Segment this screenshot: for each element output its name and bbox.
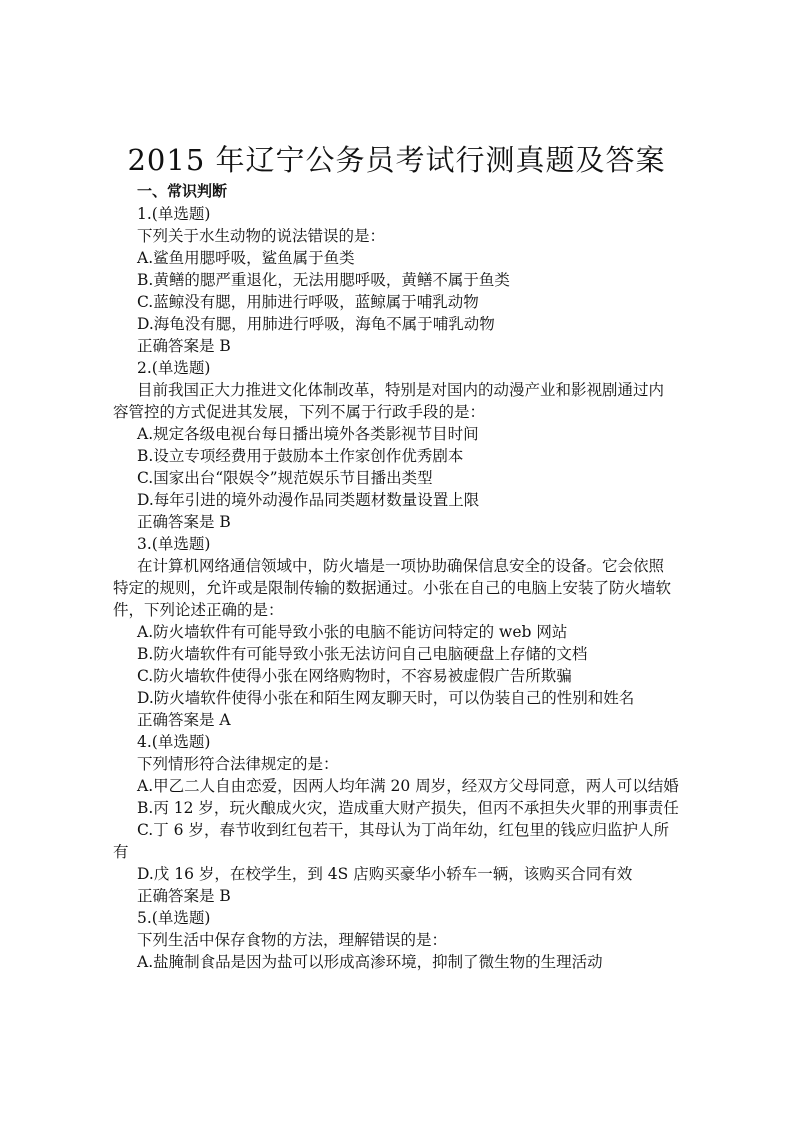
option-c: C.防火墙软件使得小张在网络购物时，不容易被虚假广告所欺骗 bbox=[137, 667, 572, 685]
option-a: A.甲乙二人自由恋爱，因两人均年满 20 周岁，经双方父母同意，两人可以结婚 bbox=[137, 777, 679, 795]
document-body bbox=[113, 203, 703, 973]
question-number: 5.(单选题) bbox=[137, 909, 211, 927]
option-d: D.每年引进的境外动漫作品同类题材数量设置上限 bbox=[137, 491, 480, 509]
option-d: D.防火墙软件使得小张在和陌生网友聊天时，可以伪装自己的性别和姓名 bbox=[137, 689, 635, 707]
option-d: D.戊 16 岁，在校学生，到 4S 店购买豪华小轿车一辆，该购买合同有效 bbox=[137, 865, 633, 883]
question-stem: 下列关于水生动物的说法错误的是： bbox=[137, 227, 386, 245]
option-a: A.盐腌制食品是因为盐可以形成高渗环境，抑制了微生物的生理活动 bbox=[137, 953, 603, 971]
document-title: 2015 年辽宁公务员考试行测真题及答案 bbox=[127, 143, 666, 177]
option-c-continuation: 有 bbox=[113, 843, 129, 861]
option-b: B.防火墙软件有可能导致小张无法访问自己电脑硬盘上存储的文档 bbox=[137, 645, 588, 663]
option-d: D.海龟没有腮，用肺进行呼吸，海龟不属于哺乳动物 bbox=[137, 315, 495, 333]
question-stem-line: 容管控的方式促进其发展，下列不属于行政手段的是： bbox=[113, 403, 486, 421]
answer-line: 正确答案是 B bbox=[137, 337, 231, 355]
option-a: A.鲨鱼用腮呼吸，鲨鱼属于鱼类 bbox=[137, 249, 355, 267]
option-a: A.规定各级电视台每日播出境外各类影视节目时间 bbox=[137, 425, 479, 443]
option-b: B.丙 12 岁，玩火酿成火灾，造成重大财产损失，但丙不承担失火罪的刑事责任 bbox=[137, 799, 679, 817]
question-number: 3.(单选题) bbox=[137, 535, 211, 553]
question-stem: 下列情形符合法律规定的是： bbox=[137, 755, 339, 773]
question-stem-line: 特定的规则，允许或是限制传输的数据通过。小张在自己的电脑上安装了防火墙软 bbox=[113, 579, 672, 597]
section-heading: 一、常识判断 bbox=[137, 182, 228, 200]
option-c: C.蓝鲸没有腮，用肺进行呼吸，蓝鲸属于哺乳动物 bbox=[137, 293, 479, 311]
answer-line: 正确答案是 B bbox=[137, 513, 231, 531]
question-number: 1.(单选题) bbox=[137, 205, 211, 223]
question-stem-line: 件，下列论述正确的是： bbox=[113, 601, 284, 619]
question-number: 4.(单选题) bbox=[137, 733, 211, 751]
option-b: B.设立专项经费用于鼓励本土作家创作优秀剧本 bbox=[137, 447, 464, 465]
option-c: C.丁 6 岁，春节收到红包若干，其母认为丁尚年幼，红包里的钱应归监护人所 bbox=[137, 821, 669, 839]
answer-line: 正确答案是 A bbox=[137, 711, 231, 729]
question-number: 2.(单选题) bbox=[137, 359, 211, 377]
answer-line: 正确答案是 B bbox=[137, 887, 231, 905]
option-b: B.黄鳝的腮严重退化，无法用腮呼吸，黄鳝不属于鱼类 bbox=[137, 271, 510, 289]
question-stem-line: 在计算机网络通信领域中，防火墙是一项协助确保信息安全的设备。它会依照 bbox=[137, 557, 665, 575]
option-a: A.防火墙软件有可能导致小张的电脑不能访问特定的 web 网站 bbox=[137, 623, 568, 641]
question-stem-line: 目前我国正大力推进文化体制改革，特别是对国内的动漫产业和影视剧通过内 bbox=[137, 381, 665, 399]
option-c: C.国家出台“限娱令”规范娱乐节目播出类型 bbox=[137, 469, 433, 487]
question-stem: 下列生活中保存食物的方法，理解错误的是： bbox=[137, 931, 448, 949]
